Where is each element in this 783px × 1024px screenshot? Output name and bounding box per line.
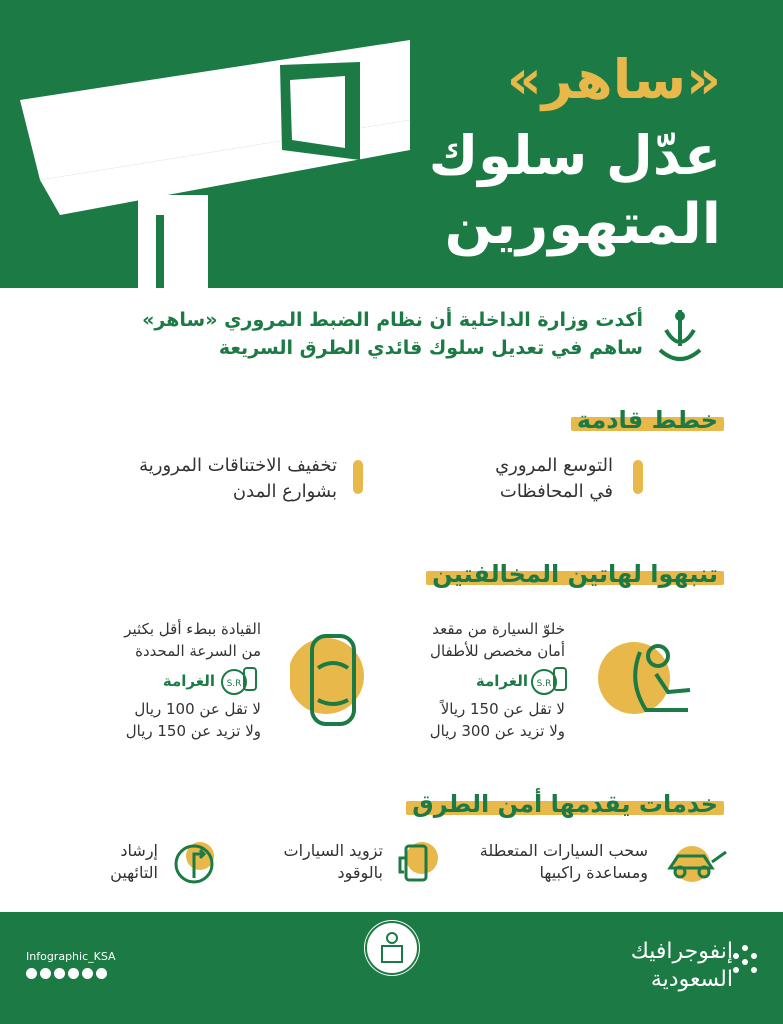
header-banner — [0, 0, 783, 288]
direction-sign-icon — [170, 838, 220, 888]
service-1-line1: سحب السيارات المتعطلة — [479, 841, 648, 860]
facebook-icon[interactable] — [40, 968, 51, 979]
brand-logo-line2: السعودية — [650, 967, 733, 992]
violation-1-line2: أمان مخصص للأطفال — [430, 642, 565, 660]
child-seat-icon — [598, 622, 718, 732]
plan-item-2 — [139, 453, 337, 505]
intro-text — [123, 306, 643, 362]
violation-1-fine — [430, 698, 565, 742]
intro-line-2: ساهم في تعديل سلوك قائدي الطرق السريعة — [218, 337, 643, 359]
violation-1-line1: خلوّ السيارة من مقعد — [432, 620, 565, 638]
violation-1-fine-line2: ولا تزيد عن 300 ريال — [429, 722, 565, 740]
ministry-emblem-icon — [652, 306, 708, 368]
snapchat-icon[interactable] — [82, 968, 93, 979]
social-handle[interactable]: Infographic_KSA — [26, 950, 116, 963]
violation-2-line2: من السرعة المحددة — [135, 642, 261, 660]
plan-bar-1 — [633, 460, 643, 494]
violation-2-fine — [126, 698, 261, 742]
violation-1-fine-line1: لا تقل عن 150 ريالاً — [440, 700, 565, 718]
violation-2-line1: القيادة ببطء أقل بكثير — [124, 620, 261, 638]
service-3-line2: التائهين — [110, 863, 158, 882]
coins-icon — [528, 664, 568, 696]
plan-item-1-line2: في المحافظات — [499, 481, 613, 502]
telegram-icon[interactable] — [96, 968, 107, 979]
car-top-view-icon — [290, 628, 380, 738]
fine-label-2: الغرامة — [162, 672, 215, 690]
svg-text:S.R: S.R — [226, 679, 242, 689]
coins-icon — [218, 664, 258, 696]
instagram-icon[interactable] — [68, 968, 79, 979]
plans-title: خطط قادمة — [577, 406, 718, 434]
violation-2-fine-line2: ولا تزيد عن 150 ريال — [125, 722, 261, 740]
plan-bar-2 — [353, 460, 363, 494]
service-2-line1: تزويد السيارات — [283, 841, 383, 860]
twitter-icon[interactable] — [26, 968, 37, 979]
brand-logo[interactable] — [631, 938, 733, 994]
service-3-text — [110, 840, 158, 884]
brand-dots-icon — [730, 942, 760, 978]
title-line-1: «ساهر» — [506, 48, 721, 111]
plan-item-2-line2: بشوارع المدن — [232, 481, 337, 502]
plan-item-2-line1: تخفيف الاختناقات المرورية — [139, 455, 337, 476]
youtube-icon[interactable] — [54, 968, 65, 979]
service-3-line1: إرشاد — [120, 841, 158, 860]
fuel-pump-icon — [392, 838, 442, 888]
brand-logo-line1: إنفوجرافيك — [630, 939, 733, 964]
traffic-camera-icon — [0, 0, 440, 288]
service-2-line2: بالوقود — [337, 863, 383, 882]
violations-title: تنبهوا لهاتين المخالفتين — [432, 560, 718, 588]
speaker-podium-icon — [364, 920, 420, 976]
service-2-text — [284, 840, 383, 884]
intro-line-1: أكدت وزارة الداخلية أن نظام الضبط المروري «ساهر» — [142, 309, 643, 331]
violation-1-text — [430, 618, 565, 662]
service-1-line2: ومساعدة راكبيها — [539, 863, 648, 882]
violation-2-fine-line1: لا تقل عن 100 ريال — [134, 700, 261, 718]
service-1-text — [480, 840, 648, 884]
plan-item-1 — [495, 453, 613, 505]
fine-label-1: الغرامة — [475, 672, 528, 690]
violation-2-text — [124, 618, 261, 662]
svg-text:S.R: S.R — [536, 679, 552, 689]
title-line-3: المتهورين — [444, 192, 721, 257]
tow-truck-icon — [664, 840, 730, 884]
plan-item-1-line1: التوسع المروري — [495, 455, 613, 476]
title-line-2: عدّل سلوك — [428, 124, 721, 187]
services-title: خدمات يقدمها أمن الطرق — [412, 790, 718, 818]
social-icons — [26, 968, 107, 979]
